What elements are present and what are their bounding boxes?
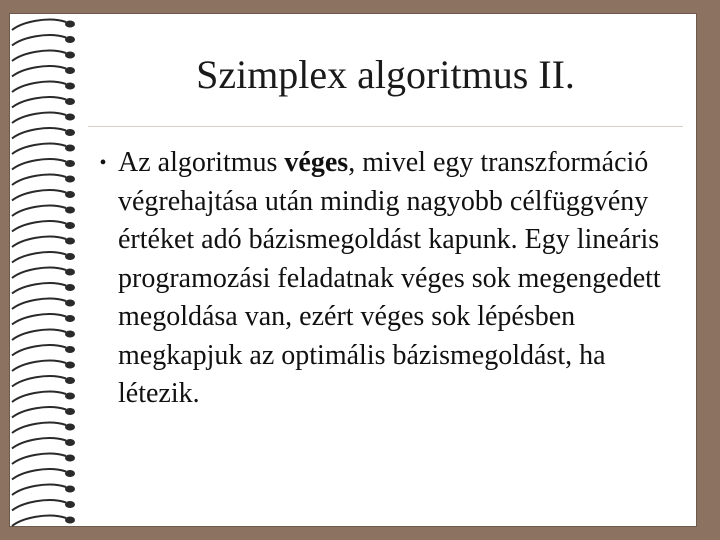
bullet-text-part2: , mivel egy transzformáció végrehajtása után mindig nagyobb célfüggvény értéket adó bázismegoldást kapunk. Egy lineáris programozási feladatnak véges sok megengedett megoldása van, ezért véges sok lépésben megkapjuk az optimális bázismegoldást, ha létezik. <box>118 147 661 409</box>
slide-title: Szimplex algoritmus II. <box>196 52 575 97</box>
title-divider <box>88 126 683 127</box>
bullet-item <box>88 144 668 414</box>
bullet-text <box>118 144 668 414</box>
bullet-icon: • <box>99 152 107 174</box>
bullet-bold-word: véges <box>284 147 349 178</box>
slide-body <box>88 144 668 414</box>
bullet-text-part1: Az algoritmus <box>118 147 285 178</box>
